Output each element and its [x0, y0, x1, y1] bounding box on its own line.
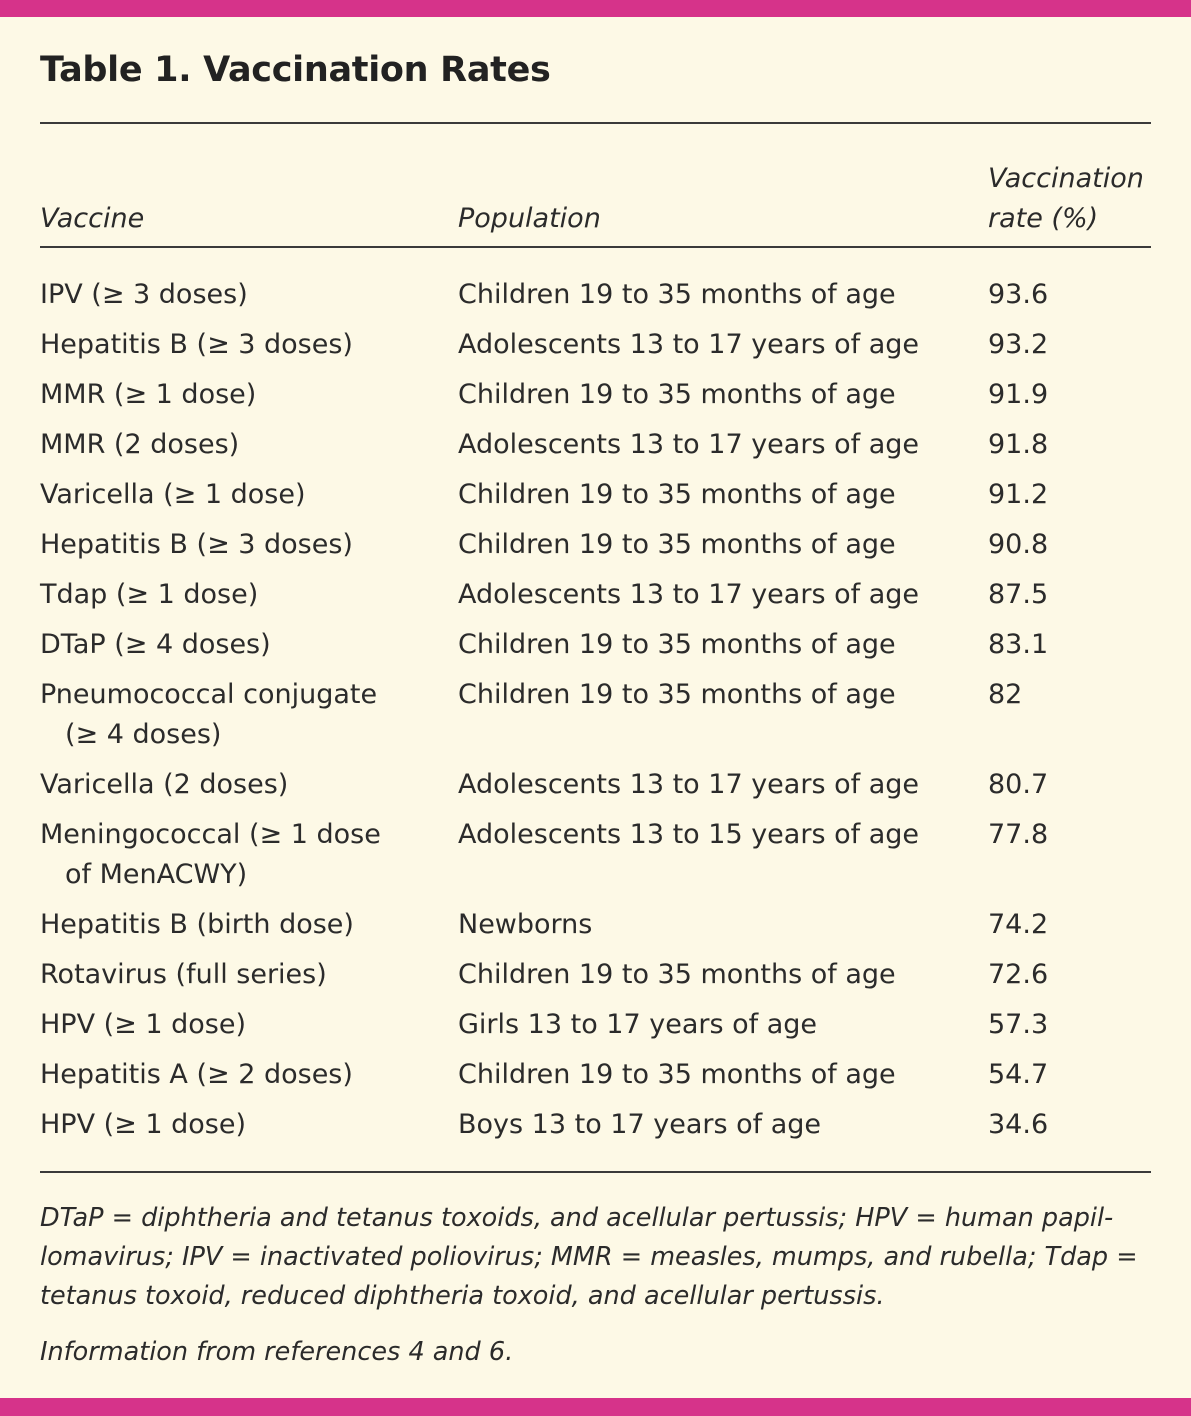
top-accent-bar	[0, 0, 1191, 17]
header-divider	[40, 246, 1151, 248]
population-cell: Children 19 to 35 months of age	[458, 1059, 896, 1090]
bottom-accent-bar	[0, 1398, 1191, 1416]
population-cell: Newborns	[458, 909, 593, 940]
rate-cell: 54.7	[988, 1059, 1049, 1090]
rate-cell: 91.2	[988, 479, 1049, 510]
vaccine-cell	[40, 765, 458, 805]
vaccine-name: MMR (≥ 1 dose)	[40, 379, 257, 410]
table-row	[40, 625, 1151, 665]
table-row	[40, 475, 1151, 515]
population-cell: Boys 13 to 17 years of age	[458, 1109, 822, 1140]
table-row	[40, 1005, 1151, 1045]
column-header-rate	[988, 159, 1144, 239]
rate-cell: 34.6	[988, 1109, 1049, 1140]
vaccine-name: HPV (≥ 1 dose)	[40, 1009, 247, 1040]
table-row	[40, 275, 1151, 315]
vaccine-name: Varicella (≥ 1 dose)	[40, 479, 306, 510]
table-row	[40, 575, 1151, 615]
rate-cell: 93.2	[988, 329, 1049, 360]
rate-cell: 82	[988, 679, 1023, 710]
vaccine-name: Hepatitis B (birth dose)	[40, 909, 354, 940]
source-note: Information from references 4 and 6.	[40, 1337, 514, 1367]
column-header-rate-line1: Vaccination	[988, 163, 1144, 194]
vaccine-name: DTaP (≥ 4 doses)	[40, 629, 271, 660]
vaccine-cell	[40, 275, 458, 315]
vaccine-cell	[40, 1105, 458, 1145]
vaccine-name: HPV (≥ 1 dose)	[40, 1109, 247, 1140]
table-row	[40, 325, 1151, 365]
vaccine-name: Meningococcal (≥ 1 dose	[40, 819, 381, 850]
vaccine-name: Tdap (≥ 1 dose)	[40, 579, 259, 610]
rate-cell: 57.3	[988, 1009, 1049, 1040]
table-row	[40, 955, 1151, 995]
vaccine-cell	[40, 525, 458, 565]
vaccine-cell	[40, 425, 458, 465]
population-cell: Girls 13 to 17 years of age	[458, 1009, 818, 1040]
vaccine-name: Hepatitis A (≥ 2 doses)	[40, 1059, 353, 1090]
vaccine-cell	[40, 625, 458, 665]
column-header-rate-line2: rate (%)	[988, 203, 1099, 234]
vaccine-name: MMR (2 doses)	[40, 429, 240, 460]
table-body	[40, 275, 1151, 1155]
rate-cell: 72.6	[988, 959, 1049, 990]
footnote-line: tetanus toxoid, reduced diphtheria toxoid, and acellular pertussis.	[40, 1281, 885, 1311]
vaccine-cell	[40, 675, 458, 755]
rate-cell: 91.9	[988, 379, 1049, 410]
vaccine-cell	[40, 905, 458, 945]
table-row	[40, 525, 1151, 565]
population-cell: Adolescents 13 to 15 years of age	[458, 819, 919, 850]
rate-cell: 93.6	[988, 279, 1049, 310]
vaccine-name: (≥ 4 doses)	[65, 719, 222, 750]
population-cell: Children 19 to 35 months of age	[458, 679, 896, 710]
table-row	[40, 425, 1151, 465]
table-row	[40, 1055, 1151, 1095]
vaccine-cell	[40, 955, 458, 995]
table-title: Table 1. Vaccination Rates	[40, 50, 551, 90]
column-header-population: Population	[458, 203, 601, 234]
vaccine-name: Hepatitis B (≥ 3 doses)	[40, 329, 353, 360]
table-row	[40, 765, 1151, 805]
rate-cell: 83.1	[988, 629, 1049, 660]
footnote-line: DTaP = diphtheria and tetanus toxoids, and acellular pertussis; HPV = human papil-	[40, 1203, 1114, 1233]
population-cell: Children 19 to 35 months of age	[458, 279, 896, 310]
vaccine-name: Hepatitis B (≥ 3 doses)	[40, 529, 353, 560]
vaccine-cell	[40, 375, 458, 415]
table-row	[40, 1105, 1151, 1145]
vaccine-cell	[40, 1055, 458, 1095]
column-header-vaccine: Vaccine	[40, 203, 145, 234]
population-cell: Adolescents 13 to 17 years of age	[458, 579, 919, 610]
rate-cell: 87.5	[988, 579, 1049, 610]
rate-cell: 74.2	[988, 909, 1049, 940]
vaccine-cell	[40, 475, 458, 515]
population-cell: Adolescents 13 to 17 years of age	[458, 429, 919, 460]
title-divider	[40, 122, 1151, 124]
rate-cell: 90.8	[988, 529, 1049, 560]
vaccine-name: Rotavirus (full series)	[40, 959, 327, 990]
population-cell: Children 19 to 35 months of age	[458, 479, 896, 510]
vaccine-cell	[40, 575, 458, 615]
population-cell: Children 19 to 35 months of age	[458, 379, 896, 410]
vaccine-name: Varicella (2 doses)	[40, 769, 289, 800]
vaccine-name: of MenACWY)	[65, 859, 248, 890]
population-cell: Adolescents 13 to 17 years of age	[458, 329, 919, 360]
rate-cell: 80.7	[988, 769, 1049, 800]
vaccine-cell	[40, 325, 458, 365]
table-row	[40, 675, 1151, 755]
population-cell: Children 19 to 35 months of age	[458, 529, 896, 560]
table-row	[40, 815, 1151, 895]
rate-cell: 77.8	[988, 819, 1049, 850]
footnote-line: lomavirus; IPV = inactivated poliovirus; MMR = measles, mumps, and rubella; Tdap =	[40, 1242, 1138, 1272]
population-cell: Adolescents 13 to 17 years of age	[458, 769, 919, 800]
table-notes	[40, 1199, 1155, 1372]
vaccine-name: Pneumococcal conjugate	[40, 679, 378, 710]
vaccine-cell	[40, 1005, 458, 1045]
table-row	[40, 905, 1151, 945]
population-cell: Children 19 to 35 months of age	[458, 959, 896, 990]
population-cell: Children 19 to 35 months of age	[458, 629, 896, 660]
vaccine-name: IPV (≥ 3 doses)	[40, 279, 248, 310]
rate-cell: 91.8	[988, 429, 1049, 460]
table-bottom-divider	[40, 1171, 1151, 1173]
table-row	[40, 375, 1151, 415]
vaccine-cell	[40, 815, 458, 895]
